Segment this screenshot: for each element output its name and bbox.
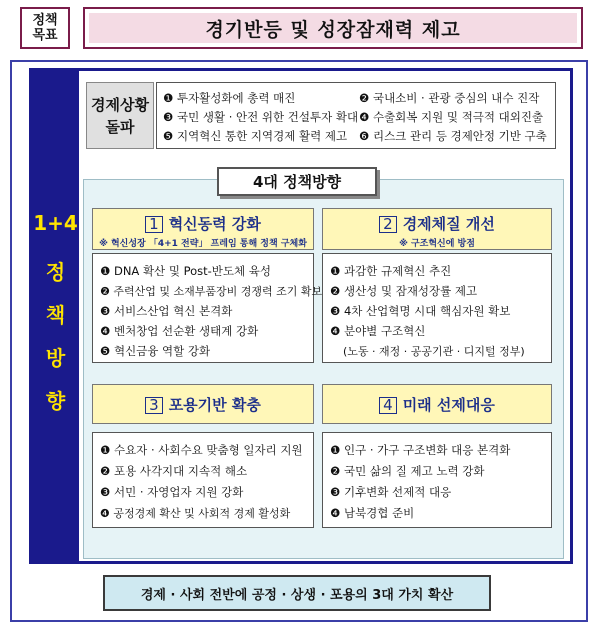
econ-item: ❻ 리스크 관리 등 경제안정 기반 구축 (359, 129, 547, 143)
list-item: ❷ 주력산업 및 소재부품장비 경쟁력 조기 확보 (100, 285, 323, 298)
list-item: ❹ 공정경제 확산 및 사회적 경제 활성화 (100, 507, 291, 520)
direction-2-list (322, 253, 552, 363)
list-item: ❹ 벤처창업 선순환 생태계 강화 (100, 324, 259, 338)
list-item: ❷ 국민 삶의 질 제고 노력 강화 (330, 464, 485, 478)
list-item: ❶ DNA 확산 및 Post-반도체 육성 (100, 264, 271, 278)
list-item: (노동 · 재정 · 공공기관 · 디지털 정부) (343, 345, 525, 358)
list-item: ❷ 포용 사각지대 지속적 해소 (100, 464, 248, 478)
direction-1-number: 1 (145, 216, 163, 233)
direction-3-title: 포용기반 확충 (168, 395, 261, 414)
direction-3-number: 3 (145, 397, 163, 414)
econ-label-line2: 돌파 (105, 117, 135, 136)
direction-2-title: 경제체질 개선 (402, 215, 495, 233)
econ-situation-box (156, 82, 556, 149)
goal-tag-line2: 목표 (32, 28, 58, 43)
direction-4-list (322, 432, 552, 528)
direction-1-subtitle: ※ 혁신성장 「4+1 전략」 프레임 통해 정책 구체화 (99, 239, 307, 249)
direction-4-header (322, 384, 552, 424)
direction-1-title: 혁신동력 강화 (168, 215, 261, 233)
list-item: ❺ 혁신금융 역할 강화 (100, 344, 211, 358)
econ-item: ❸ 국민 생활 · 안전 위한 건설투자 확대 (163, 110, 359, 124)
policy-direction-banner (32, 71, 79, 561)
title-box (83, 7, 583, 49)
page-title: 경기반등 및 성장잠재력 제고 (89, 13, 577, 43)
direction-3-list (92, 432, 314, 528)
econ-item: ❷ 국내소비 · 관광 중심의 내수 진작 (359, 91, 540, 105)
direction-3-header (92, 384, 314, 424)
policy-directions-title: 4대 정책방향 (217, 167, 377, 196)
list-item: ❶ 과감한 규제혁신 추진 (330, 264, 452, 278)
direction-2-subtitle: ※ 구조혁신에 방점 (399, 239, 475, 249)
direction-4-title: 미래 선제대응 (402, 395, 495, 414)
policy-goal-tag (20, 7, 70, 49)
list-item: ❹ 분야별 구조혁신 (330, 324, 426, 338)
econ-label-line1: 경제상황 (91, 95, 149, 114)
banner-char: 방 (45, 346, 66, 370)
econ-item: ❺ 지역혁신 통한 지역경제 활력 제고 (163, 129, 348, 143)
list-item: ❹ 남북경협 준비 (330, 506, 415, 520)
goal-tag-line1: 정책 (32, 13, 58, 28)
econ-situation-label (86, 82, 154, 149)
core-values-footer: 경제 · 사회 전반에 공정 · 상생 · 포용의 3대 가치 확산 (103, 575, 491, 611)
banner-char: 정 (45, 260, 66, 284)
direction-1-list (92, 253, 323, 363)
direction-1-header (92, 208, 314, 250)
direction-4-number: 4 (379, 397, 397, 414)
list-item: ❶ 수요자 · 사회수요 맞춤형 일자리 지원 (100, 443, 303, 457)
list-item: ❸ 기후변화 선제적 대응 (330, 485, 452, 499)
banner-char: 책 (45, 303, 66, 327)
list-item: ❸ 4차 산업혁명 시대 핵심자원 확보 (330, 304, 511, 318)
list-item: ❶ 인구 · 가구 구조변화 대응 본격화 (330, 443, 511, 457)
list-item: ❷ 생산성 및 잠재성장률 제고 (330, 284, 478, 298)
list-item: ❸ 서비스산업 혁신 본격화 (100, 304, 233, 318)
direction-2-header (322, 208, 552, 250)
econ-item: ❶ 투자활성화에 총력 매진 (163, 91, 296, 105)
banner-label: 1+4 (33, 211, 78, 235)
banner-char: 향 (45, 389, 66, 413)
econ-item: ❹ 수출회복 지원 및 적극적 대외진출 (359, 110, 544, 124)
direction-2-number: 2 (379, 216, 397, 233)
list-item: ❸ 서민 · 자영업자 지원 강화 (100, 485, 244, 499)
